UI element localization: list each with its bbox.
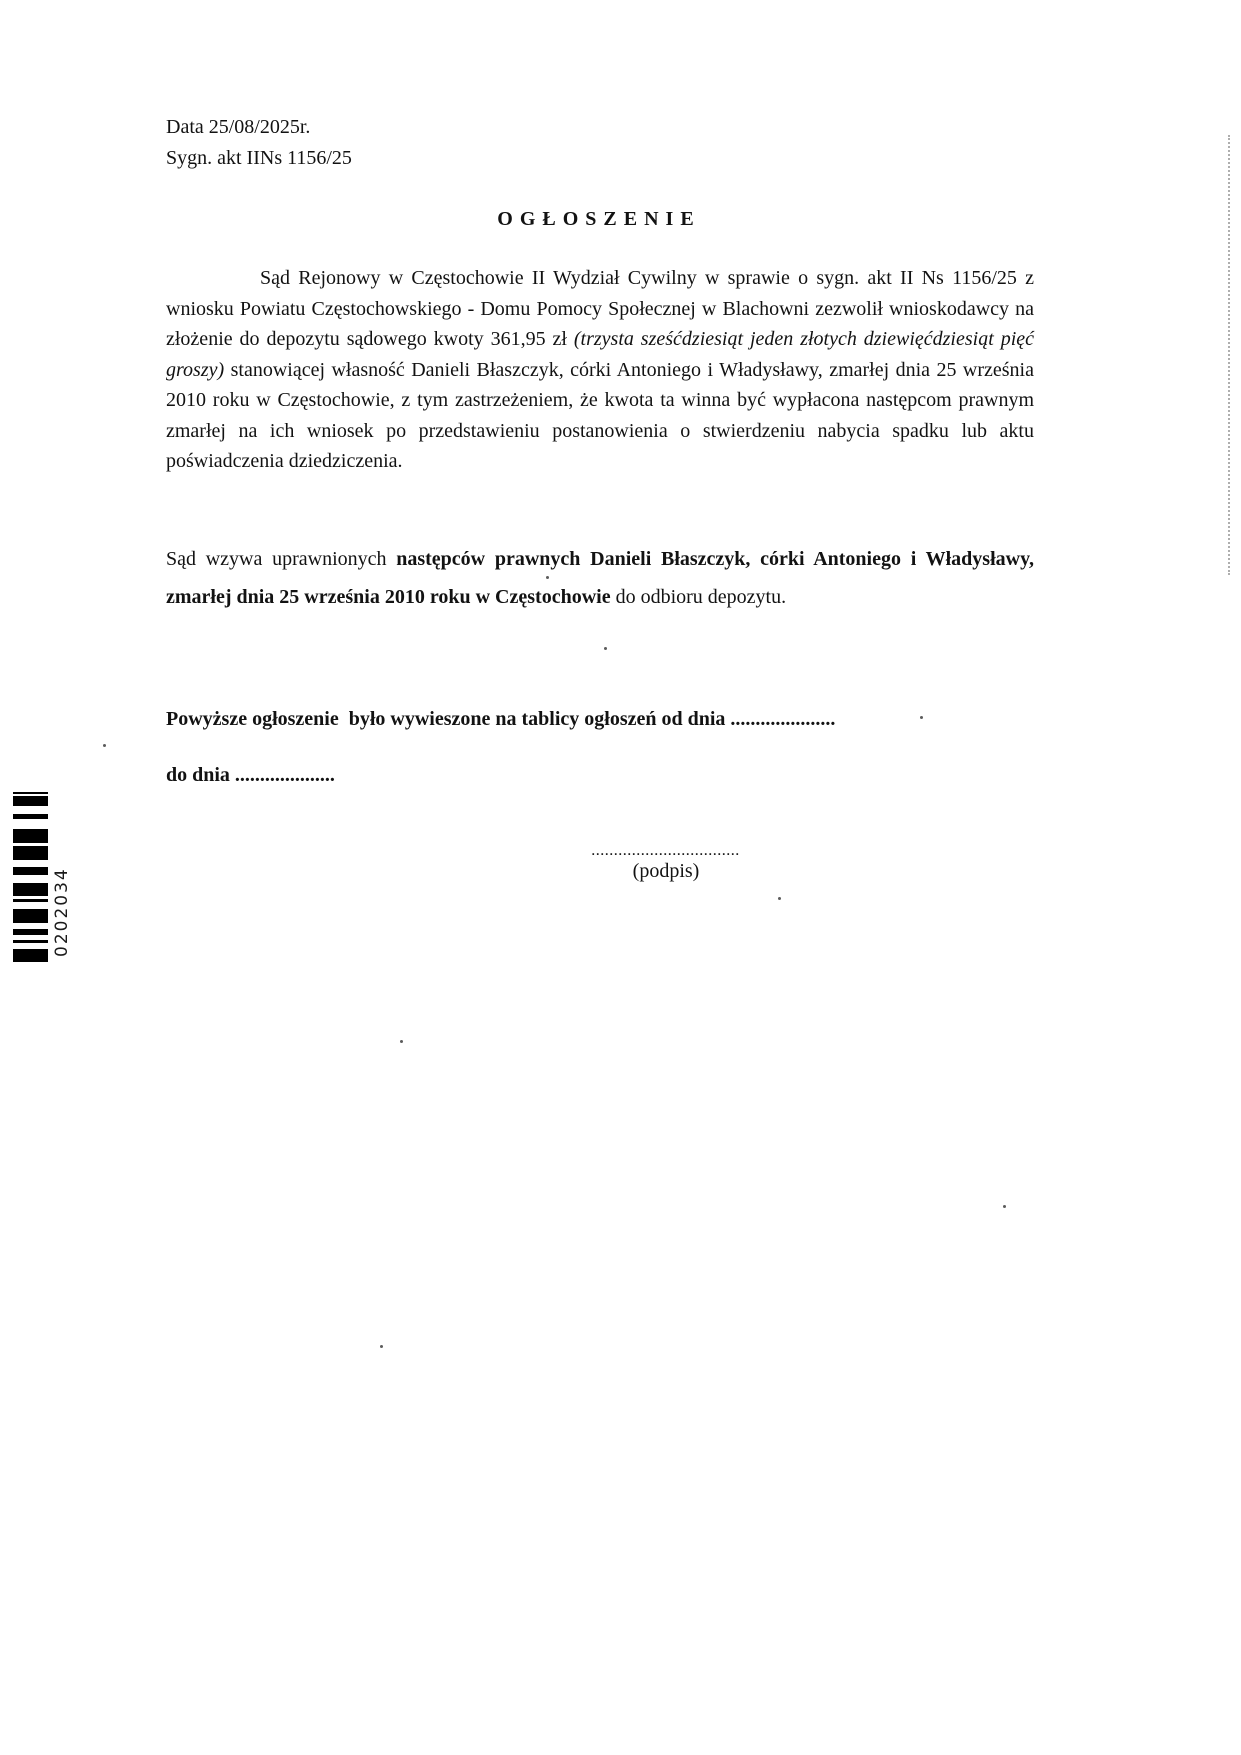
body-paragraph-text: Sąd Rejonowy w Częstochowie II Wydział Cywilny w sprawie o sygn. akt II Ns 1156/25 z wniosku Powiatu Częstochowskiego - Domu Pomocy Społecznej w Blachowni zezwolił wnioskodawcy na złożenie do depozytu sądowego kwoty 361,95 zł (166, 267, 1034, 350)
date-line: Data 25/08/2025r. (166, 116, 311, 138)
summons-heirs-bold: następców prawnych Danieli Błaszczyk, córki Antoniego i Władysławy, zmarłej dnia 25 września 2010 roku w Częstochowie (166, 548, 1034, 608)
barcode (13, 792, 48, 967)
signature-dotted-line: ................................. (591, 844, 741, 858)
signature-label: (podpis) (632, 860, 700, 882)
page-title: OGŁOSZENIE (497, 208, 701, 230)
signature-block (500, 845, 832, 883)
body-paragraph (166, 263, 1034, 477)
posted-from-line: Powyższe ogłoszenie było wywieszone na tablicy ogłoszeń od dnia ..................... (166, 708, 836, 730)
scan-speck (400, 1040, 403, 1043)
posted-to-line: do dnia .................... (166, 764, 335, 786)
scan-speck (604, 647, 607, 650)
scan-speck (778, 897, 781, 900)
case-number-line: Sygn. akt IINs 1156/25 (166, 147, 352, 169)
scan-artifact-dotted-line (1228, 135, 1230, 575)
scan-speck (920, 716, 923, 719)
barcode-number: 0202034 (52, 867, 72, 957)
body-paragraph-amount-in-words: (trzysta sześćdziesiąt jeden złotych dziewięćdziesiąt pięć groszy) (166, 328, 1034, 381)
summons-intro: Sąd wzywa uprawnionych (166, 548, 397, 570)
body-paragraph-text-continued: stanowiącej własność Danieli Błaszczyk, córki Antoniego i Władysławy, zmarłej dnia 25 września 2010 roku w Częstochowie, z tym zastrzeżeniem, że kwota ta winna być wypłacona następcom prawnym zmarłej na ich wniosek po przedstawieniu postanowienia o stwierdzeniu nabycia spadku lub aktu poświadczenia dziedziczenia. (166, 358, 1034, 472)
scan-speck (546, 576, 549, 579)
scan-speck (380, 1345, 383, 1348)
scan-speck (103, 744, 106, 747)
summons-closing: do odbioru depozytu. (610, 586, 787, 608)
scan-speck (1003, 1205, 1006, 1208)
summons-paragraph (166, 540, 1034, 616)
